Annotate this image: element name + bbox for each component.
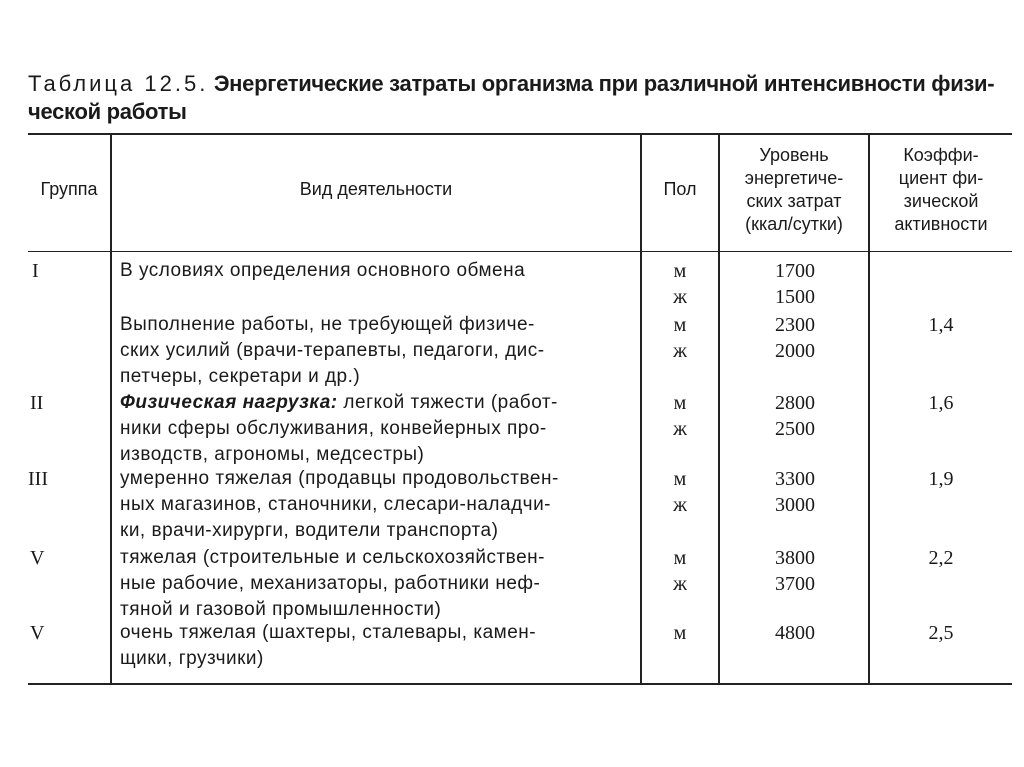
header-coefficient: Коэффи- циент фи- зической активности [894,145,988,234]
activity-cell: тяжелая (строительные и сельскохозяйствен- ные рабочие, механизаторы, работники неф- тяной и газовой промышленности) [120,547,545,620]
header-activity: Вид деятельности [299,179,453,199]
energy-cell: 2300 2000 [775,314,815,362]
sex-cell: м ж [673,392,687,440]
energy-cell: 3800 3700 [775,547,815,595]
caption-title-line1: Энергетические затраты организма при различной интенсивности физи- [213,71,995,96]
table-bottom-border [28,683,1012,685]
caption-label: Таблица 12.5. [28,71,209,96]
header-group: Группа [40,179,98,199]
sex-cell: м ж [673,314,687,362]
sex-cell: м ж [673,260,687,308]
activity-cell: Физическая нагрузка: легкой тяжести (работ- ники сферы обслуживания, конвейерных про- изводств, агрономы, медсестры) [120,392,558,465]
sex-cell: м [673,622,687,644]
column-divider [110,134,112,684]
caption-title-line2: ческой работы [28,99,187,124]
sex-cell: м ж [673,547,687,595]
energy-cell: 2800 2500 [775,392,815,440]
energy-cell: 4800 [775,622,815,644]
table-caption [28,70,1008,126]
activity-cell: очень тяжелая (шахтеры, сталевары, камен- щики, грузчики) [120,622,537,669]
sex-cell: м ж [673,468,687,516]
coefficient-cell: 1,9 [928,468,954,490]
activity-cell: В условиях определения основного обмена [120,260,526,281]
activity-bold-lead: Физическая нагрузка: [120,392,338,413]
group-cell: II [30,392,44,414]
header-energy: Уровень энергетиче- ских затрат (ккал/сутки) [744,145,844,234]
activity-cell: умеренно тяжелая (продавцы продовольствен- ных магазинов, станочники, слесари-наладчи- ки, врачи-хирурги, водители транспорта) [120,468,559,541]
group-cell: I [32,260,39,282]
header-bottom-border [28,251,1012,252]
group-cell: V [30,622,45,644]
group-cell: III [28,468,48,490]
table-top-border [28,133,1012,135]
activity-cell: Выполнение работы, не требующей физиче- ских усилий (врачи-терапевты, педагоги, дис- петчеры, секретари и др.) [120,314,545,387]
coefficient-cell: 1,4 [928,314,954,336]
coefficient-cell: 2,2 [928,547,954,569]
group-cell: V [30,547,45,569]
header-sex: Пол [663,179,697,199]
coefficient-cell: 1,6 [928,392,954,414]
energy-cell: 1700 1500 [775,260,815,308]
energy-cell: 3300 3000 [775,468,815,516]
coefficient-cell: 2,5 [928,622,954,644]
